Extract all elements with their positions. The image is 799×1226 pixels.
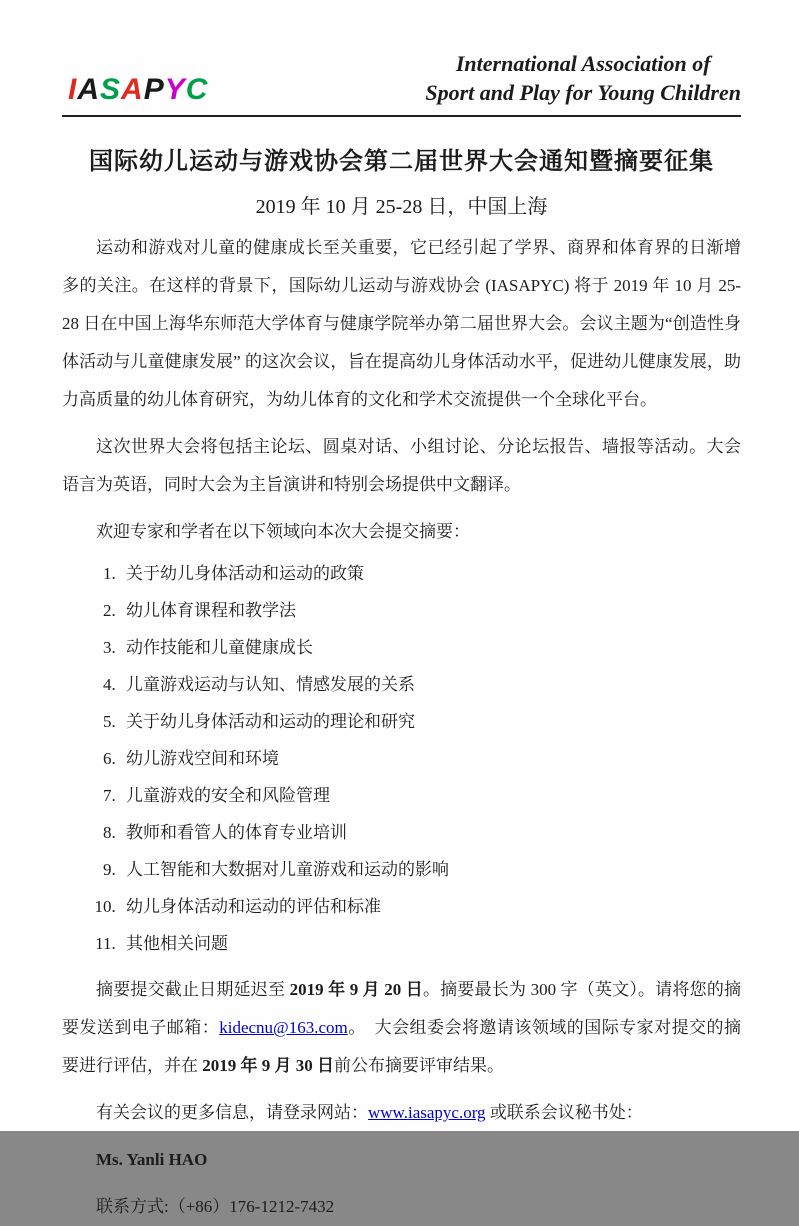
logo-letter: A [121,73,144,107]
paragraph-format: 这次世界大会将包括主论坛、圆桌对话、小组讨论、分论坛报告、墙报等活动。大会语言为英语，同时大会为主旨演讲和特别会场提供中文翻译。 [62,437,741,495]
logo-letter: C [185,73,209,107]
organization-name-line2: Sport and Play for Young Children [425,79,741,105]
topic-item: 4. 儿童游戏运动与认知、情感发展的关系 [120,666,741,703]
logo-letter: A [77,73,101,107]
iasapyc-logo [62,75,208,107]
contact-phone: 联系方式:（+86）176-1212-7432 [96,1197,335,1217]
organization-name-line1: International Association of [455,51,711,76]
submission-text: 。 大会组委会将邀请该领域的国际专家对提交的摘要进行评估，并在 [62,1018,741,1076]
logo-letter: S [100,73,122,107]
document-body [62,229,741,1226]
paragraph-submission [62,971,741,1085]
email-link[interactable]: kidecnu@163.com [219,1018,348,1038]
submission-text: 。摘要最长为 300 字（英文）。请将您的摘要发送到电子邮箱： [62,980,742,1038]
paragraph-invite: 欢迎专家和学者在以下领域向本次大会提交摘要： [96,522,470,542]
topic-item: 5. 关于幼儿身体活动和运动的理论和研究 [120,703,741,740]
submission-text: 摘要提交截止日期延迟至 [96,980,290,1000]
submission-deadline: 2019 年 9 月 20 日 [289,980,423,1000]
topic-item: 3. 动作技能和儿童健康成长 [120,629,741,666]
topic-item: 9. 人工智能和大数据对儿童游戏和运动的影响 [120,851,741,888]
topic-item: 8. 教师和看管人的体育专业培训 [120,814,741,851]
topic-item: 11. 其他相关问题 [120,925,741,962]
logo-letter: Y [164,73,186,107]
paragraph-more-info [62,1094,741,1132]
logo-letter: I [68,73,78,107]
contact-name: Ms. Yanli HAO [96,1150,208,1170]
website-link[interactable]: www.iasapyc.org [368,1103,486,1123]
organization-name [425,50,741,107]
review-result-date: 2019 年 9 月 30 日 [202,1056,334,1076]
document-subtitle: 2019 年 10 月 25-28 日，中国上海 [255,196,548,219]
paragraph-intro: 运动和游戏对儿童的健康成长至关重要，它已经引起了学界、商界和体育界的日渐增多的关注。在这样的背景下，国际幼儿运动与游戏协会 (IASAPYC) 将于 2019 年 10 月 25-28 日在中国上海华东师范大学体育与健康学院举办第二届世界大会。会议主题为“创造性身体活动与儿童健康发展” 的这次会议，旨在提高幼儿身体活动水平，促进幼儿健康发展，助力高质量的幼儿体育研究，为幼儿体育的文化和学术交流提供一个全球化平台。 [62,238,741,410]
logo-letter: P [143,73,165,107]
topic-item: 2. 幼儿体育课程和教学法 [120,592,741,629]
topics-list [62,555,741,962]
topic-item: 7. 儿童游戏的安全和风险管理 [120,777,741,814]
topic-item: 10. 幼儿身体活动和运动的评估和标准 [120,888,741,925]
more-info-text: 或联系会议秘书处： [485,1103,643,1123]
more-info-text: 有关会议的更多信息，请登录网站： [96,1103,368,1123]
topic-item: 1. 关于幼儿身体活动和运动的政策 [120,555,741,592]
letterhead [62,50,741,117]
submission-text: 前公布摘要评审结果。 [334,1056,504,1076]
topic-item: 6. 幼儿游戏空间和环境 [120,740,741,777]
document-title: 国际幼儿运动与游戏协会第二届世界大会通知暨摘要征集 [89,149,714,176]
